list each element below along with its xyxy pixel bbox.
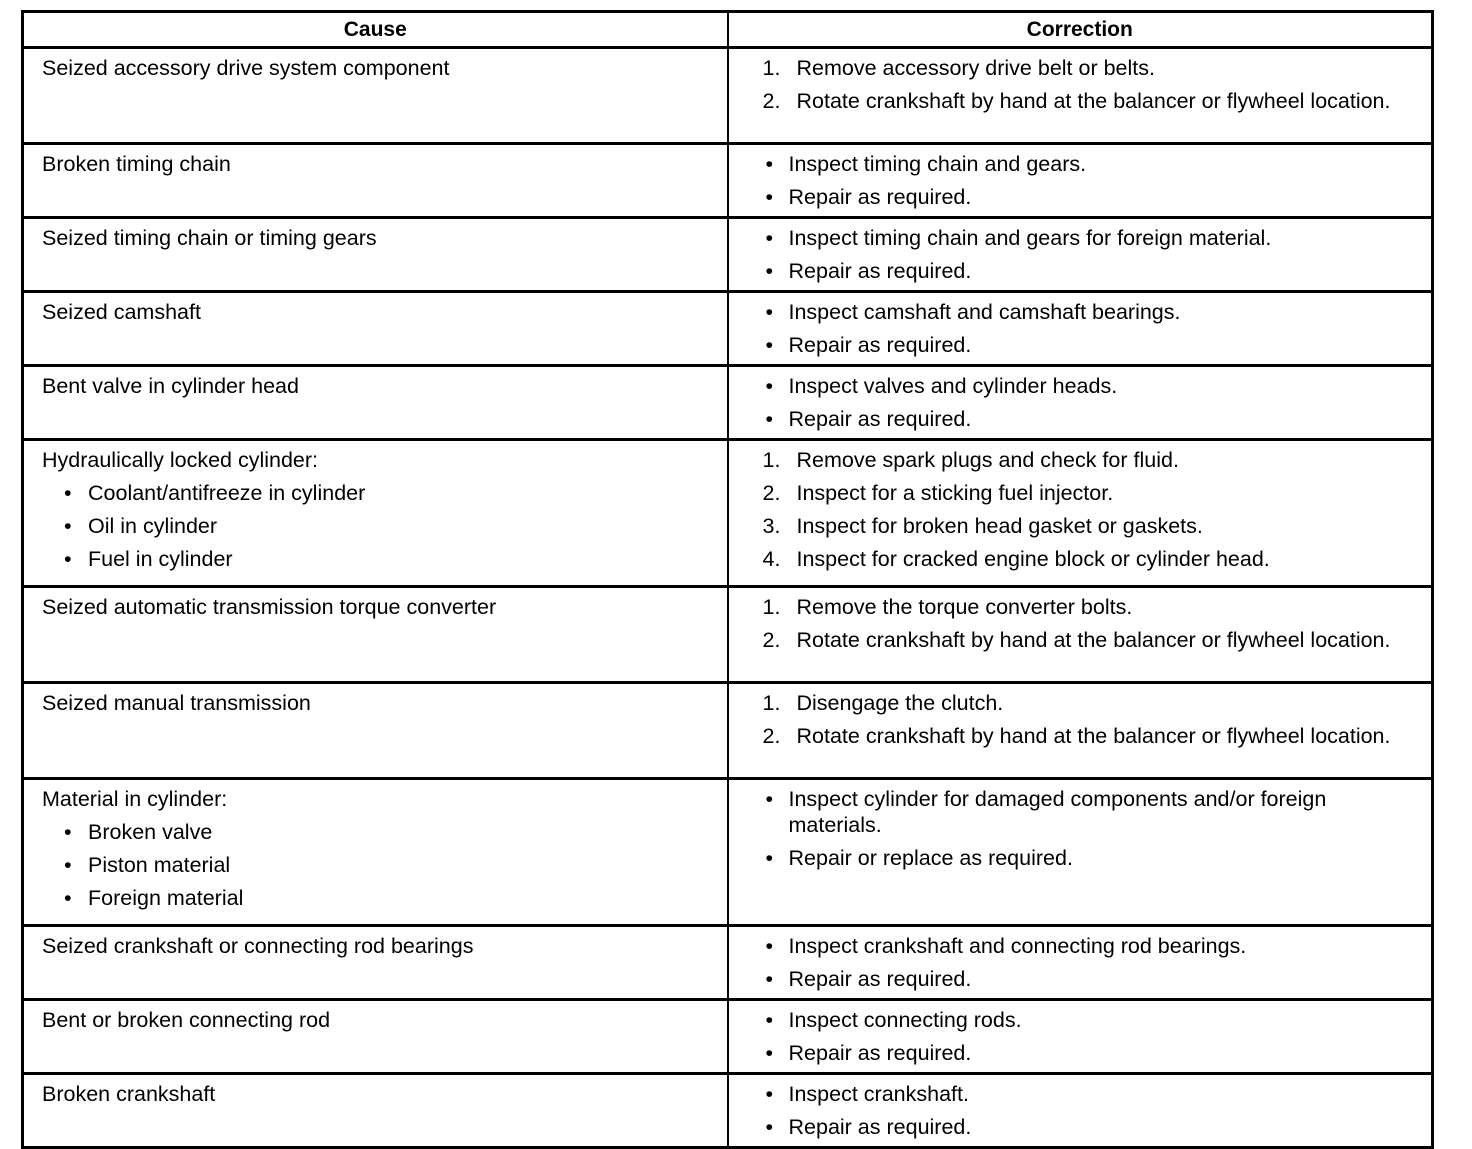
correction-cell	[728, 440, 1433, 587]
bullet-icon: •	[765, 1082, 774, 1106]
cause-cell	[23, 587, 728, 683]
correction-item	[729, 406, 1424, 432]
correction-text: Inspect connecting rods.	[788, 1008, 1022, 1032]
correction-column-header: Correction	[728, 12, 1433, 48]
cause-subitem-text: Piston material	[88, 853, 231, 877]
correction-text: Remove accessory drive belt or belts.	[796, 56, 1155, 80]
cause-text: Seized timing chain or timing gears	[42, 226, 377, 250]
correction-text: Repair as required.	[788, 407, 972, 431]
bullet-icon: •	[765, 1008, 774, 1032]
cause-cell	[23, 218, 728, 292]
bullet-icon: •	[64, 886, 72, 910]
bullet-icon: •	[765, 226, 774, 250]
bullet-icon: •	[765, 152, 774, 176]
cause-text: Seized crankshaft or connecting rod bearings	[42, 934, 474, 958]
cause-cell	[23, 292, 728, 366]
cause-cell	[23, 926, 728, 1000]
correction-item	[729, 546, 1424, 572]
cause-text: Broken timing chain	[42, 152, 231, 176]
correction-text: Rotate crankshaft by hand at the balancer or flywheel location.	[796, 628, 1391, 652]
step-number: 2.	[762, 724, 781, 748]
cause-subitem	[42, 546, 719, 579]
correction-text: Repair or replace as required.	[788, 846, 1073, 870]
correction-text: Repair as required.	[788, 1115, 972, 1139]
cause-cell	[23, 440, 728, 587]
cause-cell	[23, 48, 728, 144]
cause-column-header: Cause	[23, 12, 728, 48]
correction-text: Inspect cylinder for damaged components and/or foreign materials.	[788, 787, 1327, 837]
cause-text: Hydraulically locked cylinder:	[42, 448, 319, 472]
bullet-icon: •	[64, 547, 72, 571]
cause-text: Bent or broken connecting rod	[42, 1008, 331, 1032]
correction-item	[729, 1081, 1424, 1107]
cause-subitem	[42, 480, 719, 513]
cause-subitem	[42, 885, 719, 918]
cause-text: Bent valve in cylinder head	[42, 374, 299, 398]
cause-cell	[23, 683, 728, 779]
cause-text: Seized manual transmission	[42, 691, 311, 715]
table-row	[23, 1000, 1433, 1074]
correction-item	[729, 594, 1424, 620]
bullet-icon: •	[765, 934, 774, 958]
step-number: 1.	[762, 691, 781, 715]
cause-subitem	[42, 513, 719, 546]
correction-text: Inspect timing chain and gears for foreign material.	[788, 226, 1272, 250]
step-number: 2.	[762, 628, 781, 652]
cause-subitem-text: Oil in cylinder	[88, 514, 218, 538]
correction-item	[729, 933, 1424, 959]
correction-item	[729, 723, 1424, 749]
correction-cell	[728, 587, 1433, 683]
correction-item	[729, 480, 1424, 506]
table-row	[23, 1074, 1433, 1148]
correction-item	[729, 966, 1424, 992]
correction-text: Repair as required.	[788, 333, 972, 357]
bullet-icon: •	[765, 846, 774, 870]
correction-item	[729, 1114, 1424, 1140]
correction-text: Inspect camshaft and camshaft bearings.	[788, 300, 1181, 324]
table-row	[23, 926, 1433, 1000]
bullet-icon: •	[64, 820, 72, 844]
cause-subitem-text: Broken valve	[88, 820, 213, 844]
correction-item	[729, 151, 1424, 177]
correction-text: Rotate crankshaft by hand at the balancer or flywheel location.	[796, 724, 1391, 748]
correction-cell	[728, 48, 1433, 144]
bullet-icon: •	[765, 407, 774, 431]
correction-text: Inspect for cracked engine block or cylinder head.	[796, 547, 1270, 571]
correction-text: Remove the torque converter bolts.	[796, 595, 1133, 619]
correction-cell	[728, 779, 1433, 926]
correction-item	[729, 88, 1424, 114]
bullet-icon: •	[765, 300, 774, 324]
table-row	[23, 683, 1433, 779]
correction-cell	[728, 292, 1433, 366]
cause-text: Seized accessory drive system component	[42, 56, 450, 80]
correction-text: Repair as required.	[788, 259, 972, 283]
correction-item	[729, 447, 1424, 473]
bullet-icon: •	[765, 1041, 774, 1065]
step-number: 4.	[762, 547, 781, 571]
correction-cell	[728, 683, 1433, 779]
bullet-icon: •	[765, 185, 774, 209]
correction-item	[729, 225, 1424, 251]
correction-text: Repair as required.	[788, 185, 972, 209]
cause-cell	[23, 779, 728, 926]
cause-cell	[23, 366, 728, 440]
cause-cell	[23, 144, 728, 218]
diagnosis-table	[21, 10, 1434, 1149]
step-number: 1.	[762, 595, 781, 619]
bullet-icon: •	[765, 333, 774, 357]
correction-cell	[728, 218, 1433, 292]
cause-subitem	[42, 852, 719, 885]
cause-text: Broken crankshaft	[42, 1082, 216, 1106]
correction-item	[729, 627, 1424, 653]
cause-text: Material in cylinder:	[42, 787, 228, 811]
correction-text: Inspect timing chain and gears.	[788, 152, 1087, 176]
bullet-icon: •	[765, 374, 774, 398]
correction-item	[729, 786, 1424, 838]
correction-cell	[728, 1074, 1433, 1148]
correction-text: Inspect for broken head gasket or gaskets.	[796, 514, 1203, 538]
table-body	[23, 48, 1433, 1148]
correction-text: Rotate crankshaft by hand at the balancer or flywheel location.	[796, 89, 1391, 113]
cause-subitem-text: Fuel in cylinder	[88, 547, 233, 571]
header-row	[23, 12, 1433, 48]
bullet-icon: •	[64, 481, 72, 505]
step-number: 1.	[762, 448, 781, 472]
correction-item	[729, 1007, 1424, 1033]
cause-cell	[23, 1000, 728, 1074]
table-row	[23, 144, 1433, 218]
table-row	[23, 366, 1433, 440]
table-row	[23, 587, 1433, 683]
cause-subitem-text: Coolant/antifreeze in cylinder	[88, 481, 366, 505]
table-row	[23, 48, 1433, 144]
correction-item	[729, 513, 1424, 539]
table-row	[23, 440, 1433, 587]
step-number: 1.	[762, 56, 781, 80]
bullet-icon: •	[765, 259, 774, 283]
correction-item	[729, 1040, 1424, 1066]
cause-text: Seized camshaft	[42, 300, 201, 324]
cause-subitem-text: Foreign material	[88, 886, 244, 910]
correction-item	[729, 845, 1424, 871]
step-number: 3.	[762, 514, 781, 538]
correction-item	[729, 373, 1424, 399]
correction-text: Remove spark plugs and check for fluid.	[796, 448, 1179, 472]
table-row	[23, 292, 1433, 366]
bullet-icon: •	[765, 787, 774, 811]
cause-subitem	[42, 819, 719, 852]
correction-cell	[728, 1000, 1433, 1074]
correction-text: Inspect for a sticking fuel injector.	[796, 481, 1114, 505]
correction-cell	[728, 366, 1433, 440]
correction-item	[729, 184, 1424, 210]
cause-text: Seized automatic transmission torque converter	[42, 595, 497, 619]
correction-text: Inspect valves and cylinder heads.	[788, 374, 1118, 398]
correction-text: Inspect crankshaft.	[788, 1082, 969, 1106]
step-number: 2.	[762, 481, 781, 505]
table-row	[23, 218, 1433, 292]
bullet-icon: •	[765, 1115, 774, 1139]
step-number: 2.	[762, 89, 781, 113]
correction-text: Repair as required.	[788, 1041, 972, 1065]
correction-text: Repair as required.	[788, 967, 972, 991]
correction-item	[729, 690, 1424, 716]
correction-text: Disengage the clutch.	[796, 691, 1004, 715]
bullet-icon: •	[64, 514, 72, 538]
bullet-icon: •	[765, 967, 774, 991]
correction-cell	[728, 926, 1433, 1000]
correction-item	[729, 299, 1424, 325]
correction-item	[729, 332, 1424, 358]
bullet-icon: •	[64, 853, 72, 877]
correction-cell	[728, 144, 1433, 218]
correction-item	[729, 55, 1424, 81]
correction-item	[729, 258, 1424, 284]
table-row	[23, 779, 1433, 926]
cause-cell	[23, 1074, 728, 1148]
correction-text: Inspect crankshaft and connecting rod bearings.	[788, 934, 1247, 958]
